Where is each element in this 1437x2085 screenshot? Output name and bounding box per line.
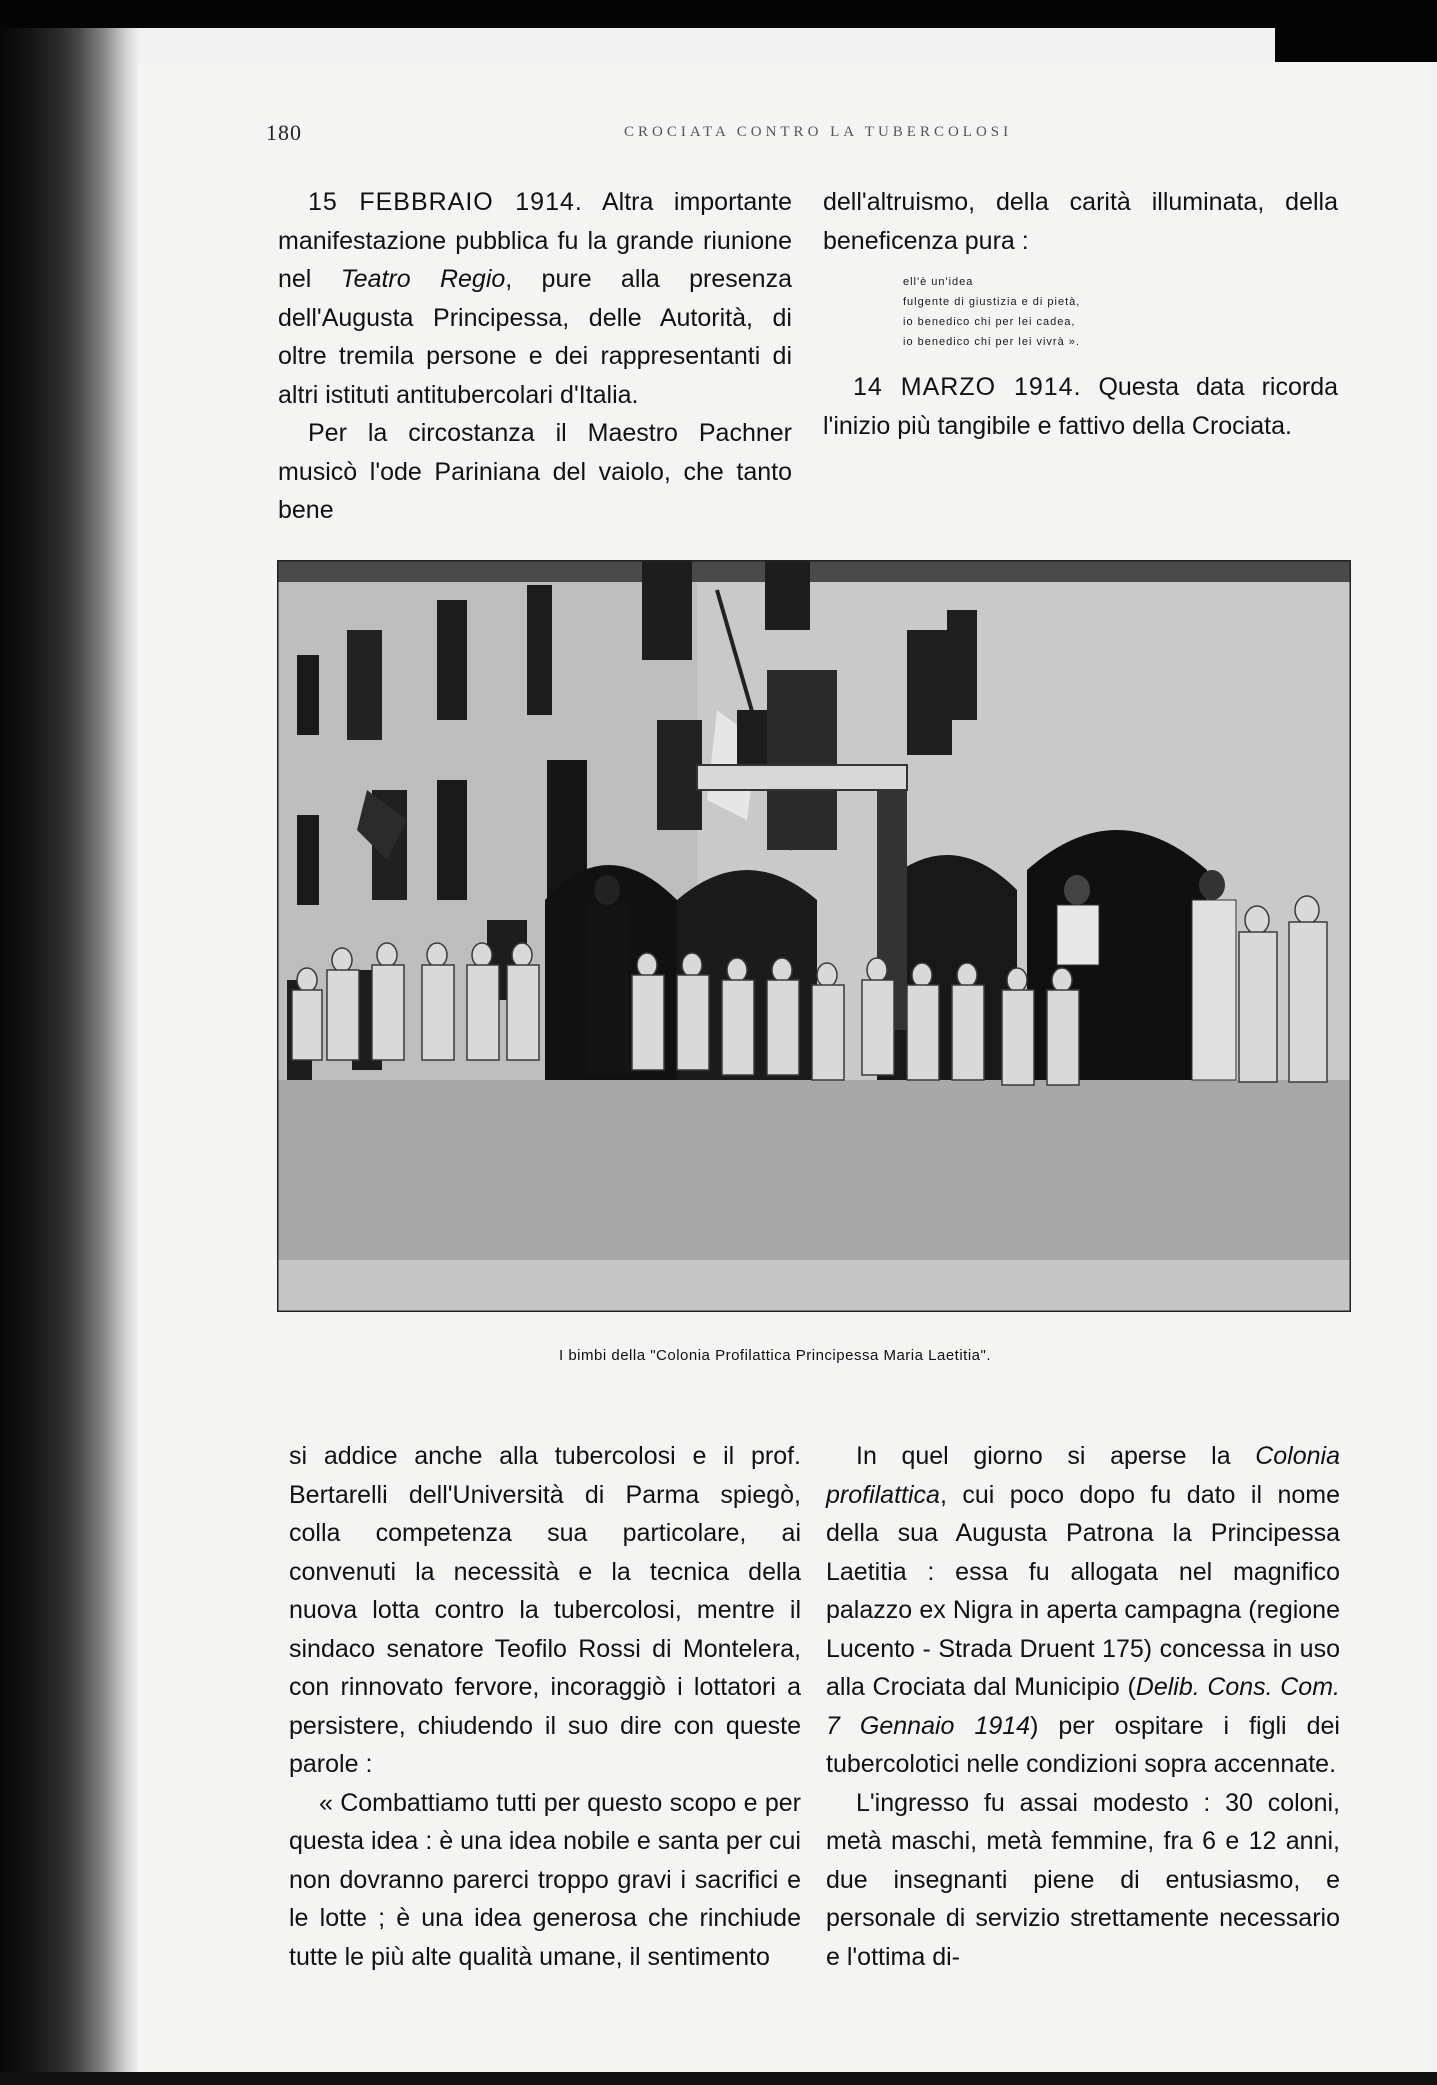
paragraph-14-marzo [823, 368, 1338, 445]
photo-illustration [277, 560, 1351, 1312]
date-heading: 14 MARZO 1914. [853, 373, 1082, 401]
scan-top-edge [0, 0, 1437, 28]
italic-text: Colonia profilattica [826, 1442, 1340, 1509]
quote-line: fulgente di giustizia e di pietà, [903, 296, 1081, 308]
paragraph-quote-rossi: « Combattiamo tutti per questo scopo e per questa idea : è una idea nobile e santa per cui non dovranno parerci troppo gravi i sacrifici e le lotte ; è una idea generosa che rinchiude tutte le più alte qualità umane, il sentimento [289, 1788, 801, 1971]
paragraph-text: , cui poco dopo fu dato il nome della sua Augusta Patrona la Principessa Laetitia : essa fu allogata nel magnifico palazzo ex Nigra in aperta campagna (regione Lucento - Strada Druent 175) concessa in uso alla Crociata dal Municipio ( [826, 1480, 1340, 1701]
photograph-colonia [277, 560, 1351, 1312]
top-right-column [823, 183, 1338, 445]
running-title: CROCIATA CONTRO LA TUBERCOLOSI [624, 124, 1013, 140]
quote-line: io benedico chi per lei vivrà ». [903, 336, 1080, 348]
paragraph-ingresso: L'ingresso fu assai modesto : 30 coloni, metà maschi, metà femmine, fra 6 e 12 anni, due insegnanti piene di entusiasmo, e personale di servizio strettamente necessario e l'ottima di- [826, 1788, 1340, 1971]
paragraph-text: , pure alla presenza dell'Augusta Principessa, delle Autorità, di oltre tremila persone e dei rappresentanti di altri istituti antitubercolari d'Italia. [278, 265, 792, 409]
italic-text: Delib. Cons. Com. 7 Gennaio 1914 [826, 1673, 1340, 1740]
paragraph-text: Questa data ricorda l'inizio più tangibile e fattivo della Crociata. [823, 373, 1339, 440]
paragraph-pachner: Per la circostanza il Maestro Pachner musicò l'ode Pariniana del vaiolo, che tanto bene [278, 419, 792, 524]
paragraph-teatro-regio [278, 183, 792, 414]
paragraph-altruismo: dell'altruismo, della carità illuminata, della beneficenza pura : [823, 188, 1338, 255]
bottom-left-column [289, 1437, 801, 1976]
italic-text: Teatro Regio [340, 265, 506, 293]
page-number: 180 [266, 120, 302, 145]
scan-bottom-edge [0, 2072, 1437, 2085]
poem-quote [903, 272, 1338, 352]
photo-caption: I bimbi della "Colonia Profilattica Principessa Maria Laetitia". [559, 1347, 991, 1364]
paragraph-text: Altra importante manifestazione pubblica fu la grande riunione nel [278, 188, 792, 293]
scan-corner-shadow [1275, 0, 1437, 62]
quote-line: ell'è un'idea [903, 276, 974, 288]
date-heading: 15 FEBBRAIO 1914. [308, 188, 583, 216]
paragraph-bertarelli: si addice anche alla tubercolosi e il prof. Bertarelli dell'Università di Parma spiegò, colla competenza sua particolare, ai convenuti la necessità e la tecnica della nuova lotta contro la tubercolosi, mentre il sindaco senatore Teofilo Rossi di Montelera, con rinnovato fervore, incoraggiò i lottatori a persistere, chiudendo il suo dire con queste parole : [289, 1442, 801, 1778]
paragraph-text: ) per ospitare i figli dei tubercolotici nelle condizioni sopra accennate. [826, 1711, 1340, 1778]
paragraph-text: In quel giorno si aperse la [856, 1442, 1256, 1470]
bottom-right-column [826, 1437, 1340, 1976]
running-head [266, 120, 1341, 144]
paragraph-colonia [826, 1437, 1340, 1784]
top-left-column [278, 183, 792, 530]
quote-line: io benedico chi per lei cadea, [903, 316, 1076, 328]
